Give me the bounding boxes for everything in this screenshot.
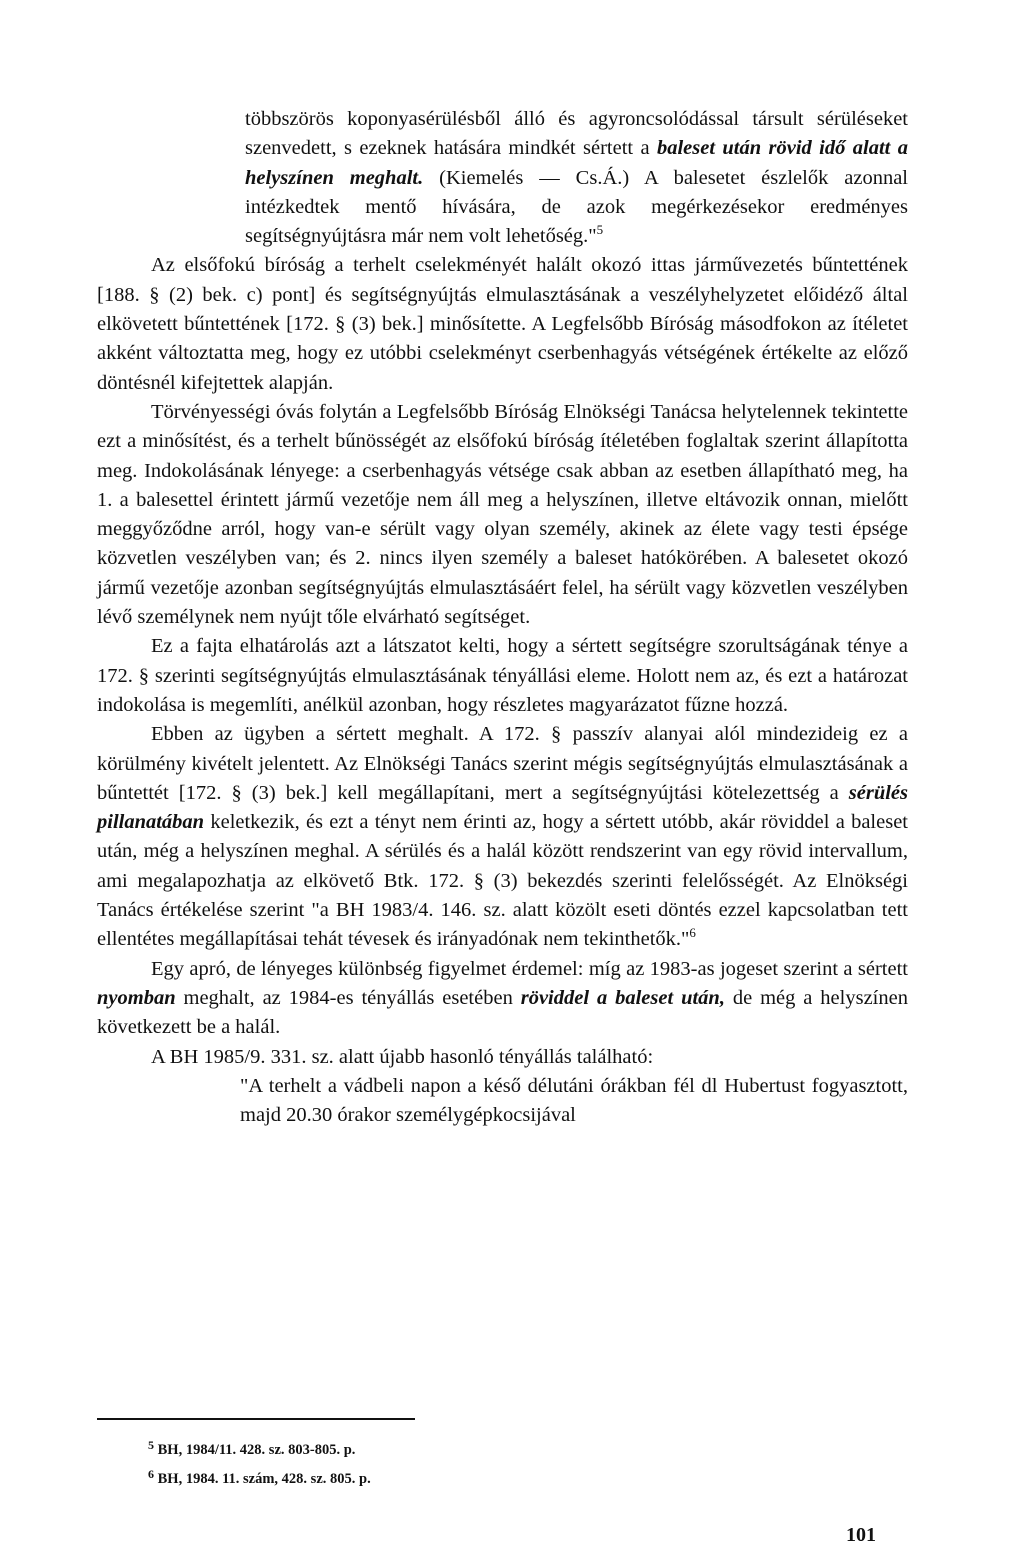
paragraph-4 xyxy=(97,720,908,954)
paragraph-4-text-2: keletkezik, és ezt a tényt nem érinti az, hogy a sértett utóbb, akár röviddel a baleset után, még a helyszínen meghal. A sérülés és a halál között rendszerint van egy rövid intervallum, ami megalapozhatja az elkövető Btk. 172. § (3) bekezdés szerinti felelősségét. Az Elnökségi Tanács értékelése szerint "a BH 1983/4. 146. sz. alatt közölt eseti döntés ezzel kapcsolatban tett ellentétes megállapításai tehát tévesek és irányadónak nem tekinthetők." xyxy=(97,811,908,951)
quote-text-2: (Kiemelés — Cs.Á.) A balesetet észlelők azonnal intézkedtek mentő hívására, de azok megérkezésekor eredményes segítségnyújtásra már nem volt lehetőség." xyxy=(245,166,908,248)
paragraph-5-emphasis-1: nyomban xyxy=(97,986,176,1009)
footnote-ref-5: 5 xyxy=(596,222,604,238)
main-text xyxy=(97,105,908,1130)
paragraph-4-emphasis: sérülés pillanatában xyxy=(97,781,908,834)
paragraph-3: Ez a fajta elhatárolás azt a látszatot kelti, hogy a sértett segítségre szorultságának ténye a 172. § szerinti segítségnyújtás elmulasztásának tényállási eleme. Holott nem az, és ezt a határozat indokolása is megemlíti, anélkül azonban, hogy részletes magyarázatot fűzne hozzá. xyxy=(97,635,908,716)
paragraph-5-emphasis-2: röviddel a baleset után, xyxy=(520,986,725,1009)
paragraph-6: A BH 1985/9. 331. sz. alatt újabb hasonló tényállás található: xyxy=(151,1045,654,1068)
footnote-ref-6: 6 xyxy=(689,925,696,941)
footnote-5-text: BH, 1984/11. 428. sz. 803-805. p. xyxy=(157,1442,356,1458)
footnote-6-text: BH, 1984. 11. szám, 428. sz. 805. p. xyxy=(157,1471,371,1487)
quote-2: "A terhelt a vádbeli napon a késő délutáni órákban fél dl Hubertust fogyasztott, majd 20.30 órakor személygépkocsijával xyxy=(240,1074,908,1127)
quote-text-1: többszörös koponyasérülésből álló és agyroncsolódással társult sérüléseket szenvedett, s ezeknek hatására mindkét sértett a xyxy=(245,108,908,160)
quote-emphasis: baleset után rövid idő alatt a helyszínen meghalt. xyxy=(245,137,908,189)
footnote-6 xyxy=(148,1465,371,1494)
paragraph-5-text-2: meghalt, az 1984-es tényállás esetében xyxy=(175,986,521,1009)
paragraph-5-text-1: Egy apró, de lényeges különbség figyelmet érdemel: míg az 1983-as jogeset szerint a sértett xyxy=(151,957,908,980)
paragraph-2: Törvényességi óvás folytán a Legfelsőbb Bíróság Elnökségi Tanácsa helytelennek tekintette ezt a minősítést, és a terhelt bűnösségét az elsőfokú bíróság ítéletében foglaltak szerint állapította meg. Indokolásának lényege: a cserbenhagyás vétsége csak abban az esetben állapítható meg, ha 1. a balesettel érintett jármű vezetője nem áll meg a helyszínen, illetve eltávozik onnan, mielőtt meggyőződne arról, hogy van-e sérült vagy olyan személy, akinek az élete vagy testi épsége közvetlen veszélyben van; és 2. nincs ilyen személy a baleset hatókörében. A balesetet okozó jármű vezetője azonban segítségnyújtás elmulasztásáért felel, ha sérült vagy közvetlen veszélyben lévő személynek nem nyújt tőle elvárható segítséget. xyxy=(97,400,908,629)
paragraph-5-text-3: de még a helyszínen következett be a halál. xyxy=(97,986,908,1039)
footnote-5 xyxy=(148,1436,371,1465)
paragraph-4-text-1: Ebben az ügyben a sértett meghalt. A 172. § passzív alanyai alól mindezideig ez a körülmény kivételt jelentett. Az Elnökségi Tanács szerint mégis segítségnyújtás elmulasztásának a bűntettét [172. § (3) bek.] kell megállapítani, mert a segítségnyújtási kötelezettség a xyxy=(97,723,908,804)
footnote-divider xyxy=(97,1418,415,1420)
footnotes xyxy=(148,1436,371,1494)
footnote-6-number: 6 xyxy=(148,1467,154,1481)
footnote-5-number: 5 xyxy=(148,1438,154,1452)
quote-continuation xyxy=(245,105,908,251)
page-number: 101 xyxy=(846,1524,876,1546)
paragraph-5 xyxy=(97,955,908,1043)
paragraph-1: Az elsőfokú bíróság a terhelt cselekményét halált okozó ittas járművezetés bűntettének [188. § (2) bek. c) pont] és segítségnyújtás elmulasztásának a veszélyhelyzetet előidéző által elkövetett bűntettének [172. § (3) bek.] minősítette. A Legfelsőbb Bíróság másodfokon az ítéletet akként változtatta meg, hogy ez utóbbi cselekményt cserbenhagyás vétségének értékelte az előző döntésnél kifejtettek alapján. xyxy=(97,254,908,394)
